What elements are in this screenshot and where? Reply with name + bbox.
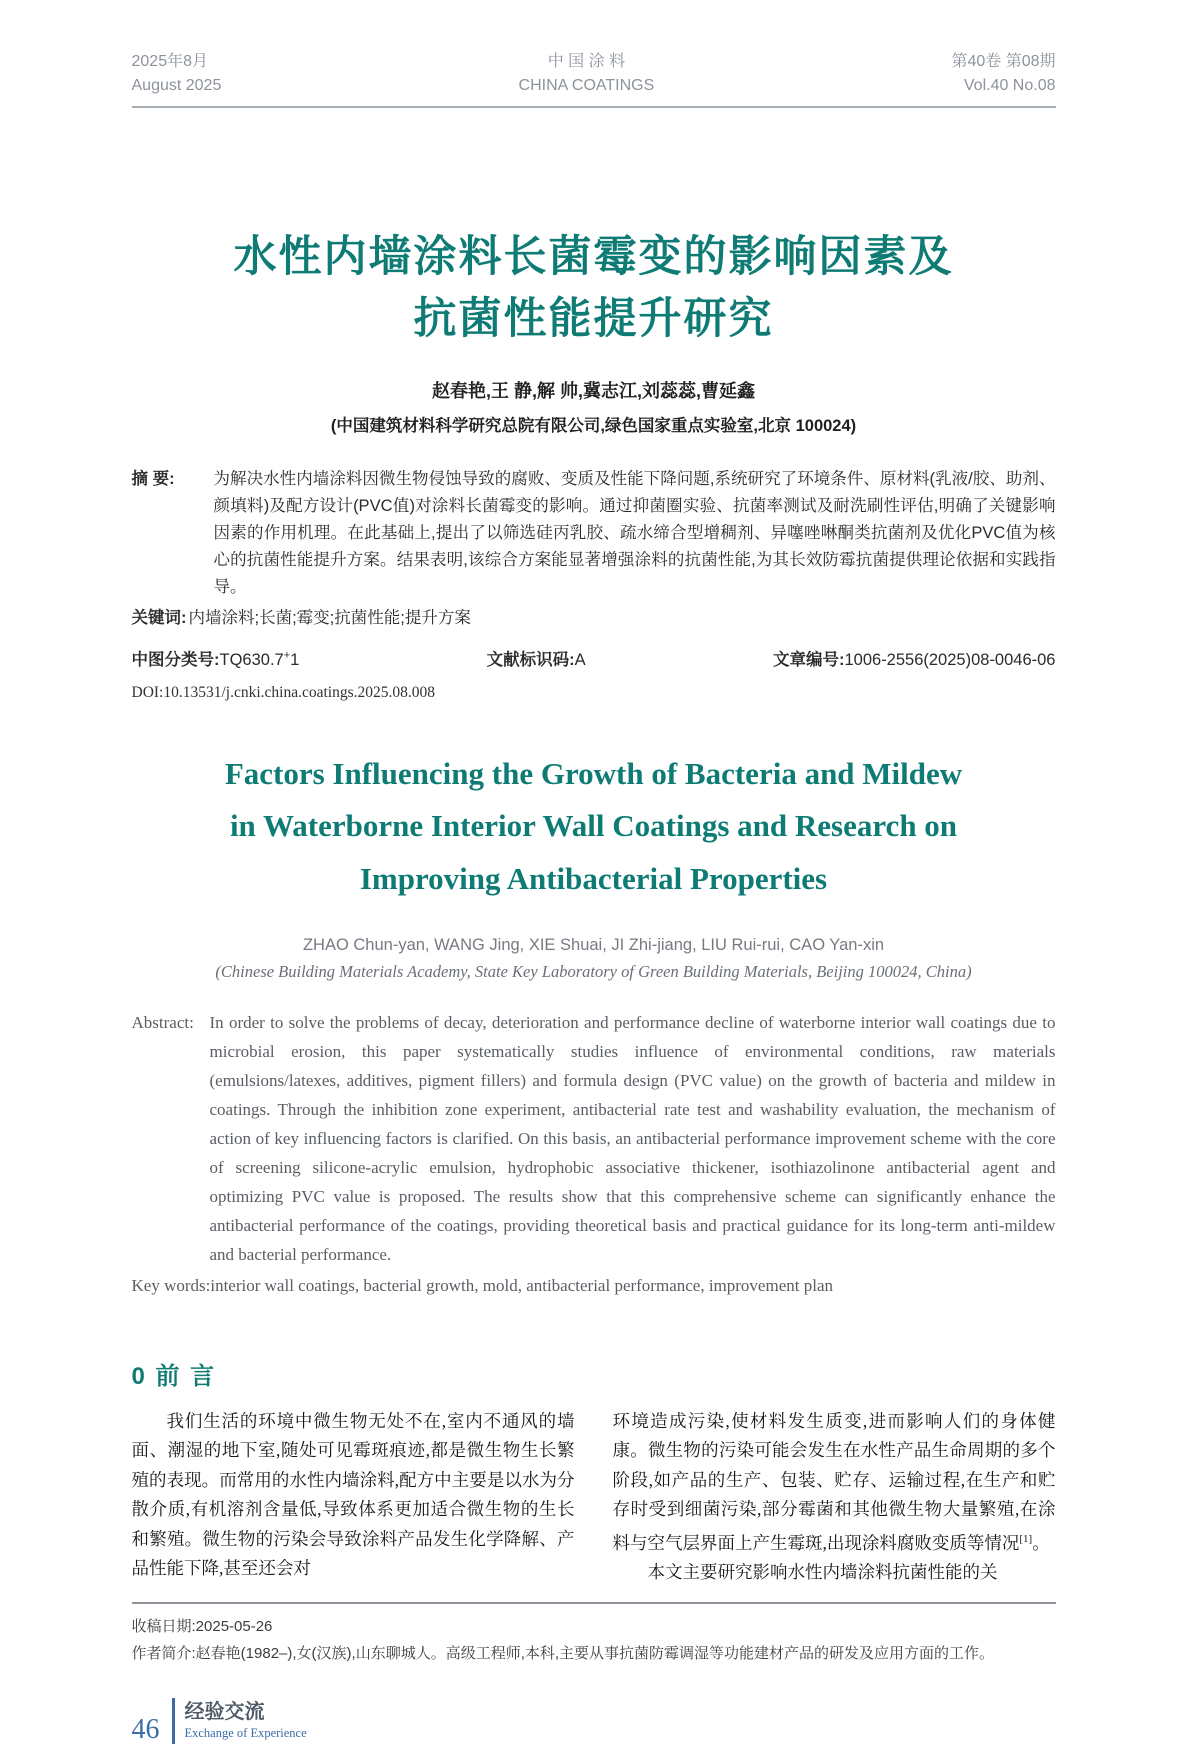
keywords-en-label: Key words: <box>131 1275 211 1295</box>
keywords-en <box>132 1271 1056 1300</box>
intro-paragraph-2: 本文主要研究影响水性内墙涂料抗菌性能的关 <box>647 1562 998 1583</box>
article-id: 文章编号:1006-2556(2025)08-0046-06 <box>772 650 1056 669</box>
document-code: 文献标识码:A <box>486 650 586 669</box>
meta-row <box>132 646 1056 670</box>
header-journal-zh: 中 国 涂 料 <box>547 53 626 70</box>
affiliation-en: (Chinese Building Materials Academy, State Key Laboratory of Green Building Materials, Beijing 100024, China) <box>215 961 972 981</box>
page-number: 46 <box>131 1714 160 1745</box>
page-footer <box>132 1698 1056 1744</box>
article-title-en <box>132 748 1056 906</box>
intro-paragraph-left: 我们生活的环境中微生物无处不在,室内不通风的墙面、潮湿的地下室,随处可见霉斑痕迹,都是微生物生长繁殖的表现。而常用的水性内墙涂料,配方中主要是以水为分散介质,有机溶剂含量低,导致体系更加适合微生物的生长和繁殖。微生物的污染会导致涂料产品发生化学降解、产品性能下降,甚至还会对 <box>131 1410 575 1579</box>
keywords-zh-label: 关键词: <box>131 608 187 627</box>
journal-header <box>132 50 1056 108</box>
header-date-en: August 2025 <box>131 77 222 94</box>
header-journal-en: CHINA COATINGS <box>518 77 655 94</box>
received-date: 收稿日期:2025-05-26 <box>131 1617 273 1635</box>
abstract-zh-text: 为解决水性内墙涂料因微生物侵蚀导致的腐败、变质及性能下降问题,系统研究了环境条件、原材料(乳液/胶、助剂、颜填料)及配方设计(PVC值)对涂料长菌霉变的影响。通过抑菌圈实验、抗菌率测试及耐洗刷性评估,明确了关键影响因素的作用机理。在此基础上,提出了以筛选硅丙乳胶、疏水缔合型增稠剂、异噻唑啉酮类抗菌剂及优化PVC值为核心的抗菌性能提升方案。结果表明,该综合方案能显著增强涂料的抗菌性能,为其长效防霉抗菌提供理论依据和实践指导。 <box>213 469 1056 596</box>
abstract-en-label: Abstract: <box>131 1012 194 1032</box>
header-issue-en: Vol.40 No.08 <box>963 77 1056 94</box>
citation-ref-1: [1] <box>1019 1532 1033 1545</box>
header-date-zh: 2025年8月 <box>131 53 208 70</box>
body-columns <box>132 1407 1056 1588</box>
footer-column-name <box>185 1701 307 1741</box>
article-title-en-line3: Improving Antibacterial Properties <box>359 861 828 897</box>
authors-zh: 赵春艳,王 静,解 帅,冀志江,刘蕊蕊,曹延鑫 <box>431 380 755 401</box>
header-issue-zh: 第40卷 第08期 <box>951 53 1056 70</box>
intro-paragraph-right: 环境造成污染,使材料发生质变,进而影响人们的身体健康。微生物的污染可能会发生在水性产品生命周期的多个阶段,如产品的生产、包装、贮存、运输过程,在生产和贮存时受到细菌污染,部分霉菌和其他微生物大量繁殖,在涂料与空气层界面上产生霉斑,出现涂料腐败变质等情况[1]。 <box>612 1410 1056 1553</box>
authors-en: ZHAO Chun-yan, WANG Jing, XIE Shuai, JI Zhi-jiang, LIU Rui-rui, CAO Yan-xin <box>302 935 885 954</box>
article-title-en-line1: Factors Influencing the Growth of Bacteria and Mildew <box>224 755 963 791</box>
article-title-zh <box>132 226 1056 351</box>
abstract-zh-label: 摘 要: <box>131 469 175 488</box>
abstract-en <box>132 1008 1056 1269</box>
body-column-left <box>132 1407 575 1588</box>
doi: DOI:10.13531/j.cnki.china.coatings.2025.08.008 <box>131 683 435 701</box>
article-title-zh-line2: 抗菌性能提升研究 <box>413 295 774 344</box>
abstract-zh <box>132 466 1056 601</box>
footer-column-en: Exchange of Experience <box>184 1726 307 1741</box>
article-title-en-line2: in Waterborne Interior Wall Coatings and Research on <box>229 808 958 844</box>
keywords-zh-text: 内墙涂料;长菌;霉变;抗菌性能;提升方案 <box>188 608 471 627</box>
article-title-zh-line1: 水性内墙涂料长菌霉变的影响因素及 <box>233 233 954 281</box>
footnote <box>132 1602 1056 1669</box>
header-date <box>132 50 222 98</box>
section-heading-intro: 0 前 言 <box>131 1362 217 1390</box>
page-content <box>132 0 1056 1744</box>
header-journal-name <box>519 50 655 98</box>
keywords-en-text: interior wall coatings, bacterial growth, mold, antibacterial performance, improvement plan <box>210 1275 833 1295</box>
keywords-zh <box>132 605 1056 632</box>
header-issue <box>951 50 1055 98</box>
affiliation-zh: (中国建筑材料科学研究总院有限公司,绿色国家重点实验室,北京 100024) <box>330 416 857 435</box>
body-column-right <box>613 1407 1056 1588</box>
author-bio: 作者简介:赵春艳(1982–),女(汉族),山东聊城人。高级工程师,本科,主要从事抗菌防霉调湿等功能建材产品的研发及应用方面的工作。 <box>131 1645 995 1663</box>
footer-divider <box>172 1698 175 1744</box>
footer-column-zh: 经验交流 <box>184 1701 265 1724</box>
clc-number: 中图分类号:TQ630.7+1 <box>131 649 300 669</box>
abstract-en-text: In order to solve the problems of decay, deterioration and performance decline of waterborne interior wall coatings due to microbial erosion, this paper systematically studies influence of environmental conditions, raw materials (emulsions/latexes, additives, pigment fillers) and formula design (PVC value) on the growth of bacteria and mildew in coatings. Through the inhibition zone experiment, antibacterial rate test and washability evaluation, the mechanism of action of key influencing factors is clarified. On this basis, an antibacterial performance improvement scheme with the core of screening silicone-acrylic emulsion, hydrophobic associative thickener, isothiazolinone antibacterial agent and optimizing PVC value is proposed. The results show that this comprehensive scheme can significantly enhance the antibacterial performance of the coatings, providing theoretical basis and practical guidance for its long-term anti-mildew and bacterial performance. <box>209 1012 1056 1264</box>
